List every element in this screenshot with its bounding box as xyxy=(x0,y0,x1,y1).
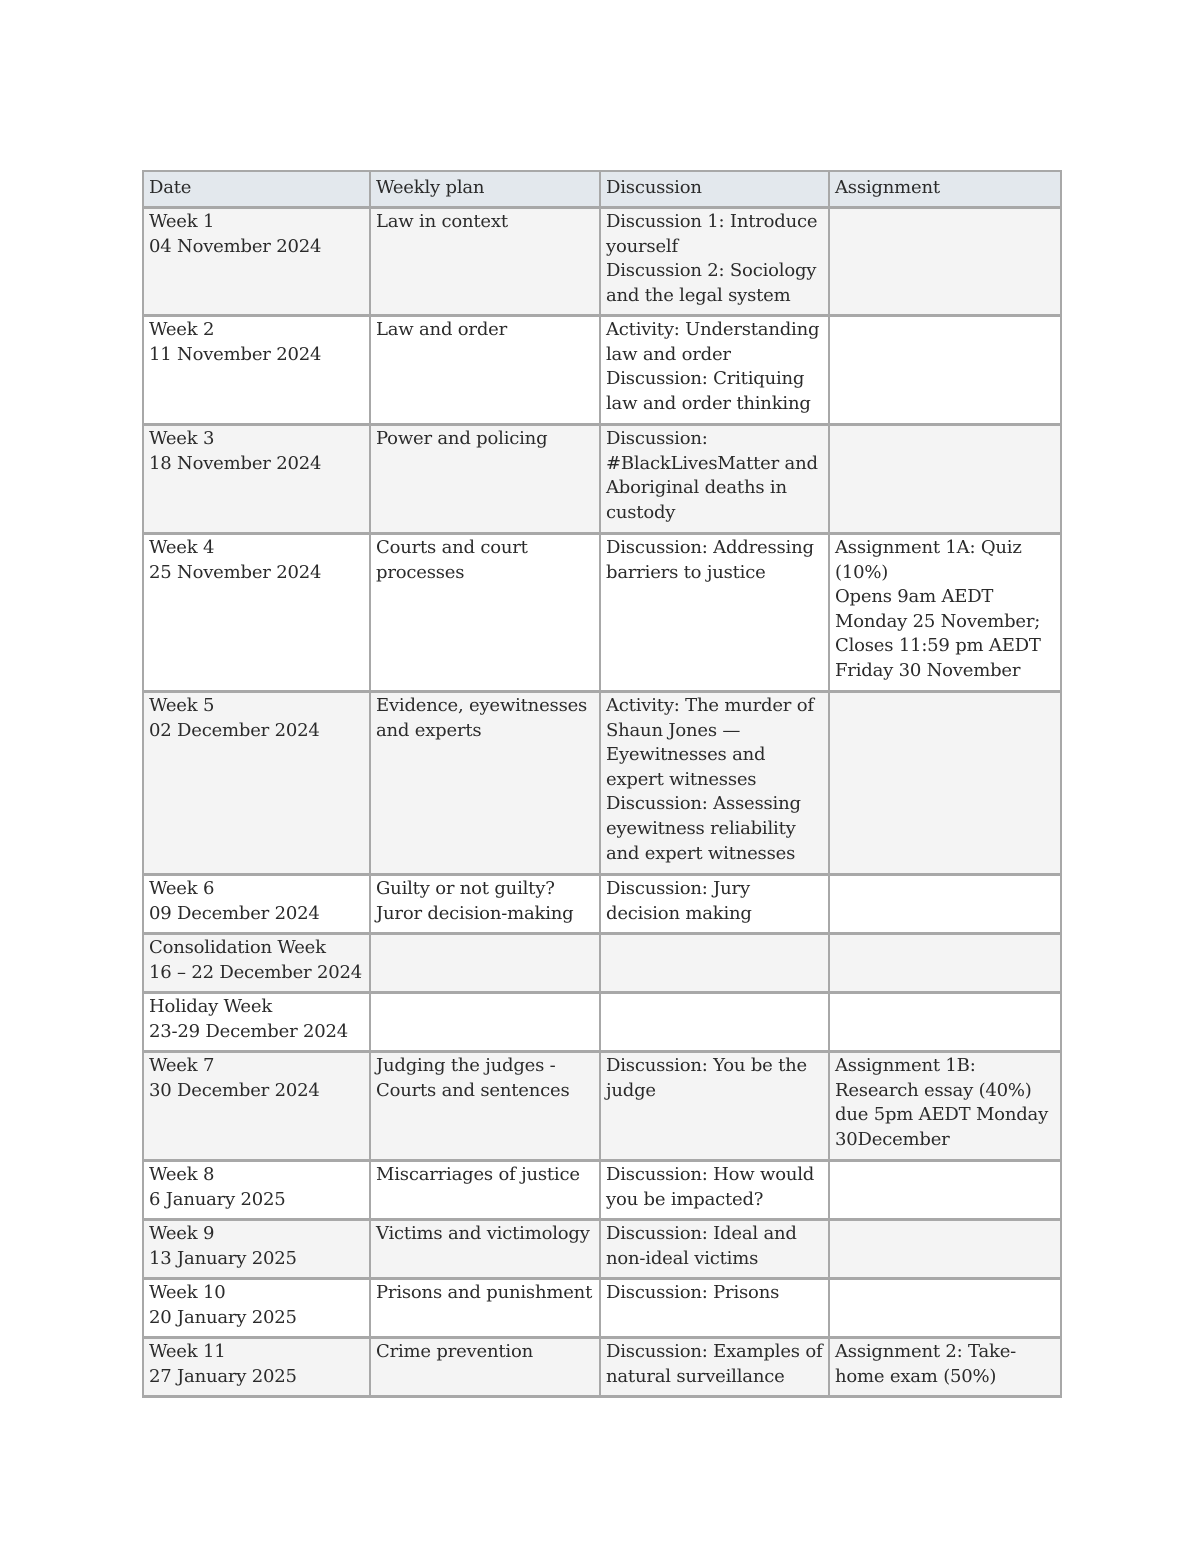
date-cell xyxy=(142,1221,371,1280)
discussion-cell xyxy=(601,1339,830,1398)
discussion-cell xyxy=(601,535,830,693)
date-cell-line: 13 January 2025 xyxy=(149,1247,297,1269)
weekly-plan-cell xyxy=(371,1162,601,1221)
date-cell-line: 11 November 2024 xyxy=(149,343,322,365)
table-row xyxy=(142,1280,1062,1339)
discussion-cell-line: Discussion: Examples of natural surveillance xyxy=(606,1341,823,1387)
discussion-cell xyxy=(601,317,830,426)
table-row xyxy=(142,426,1062,535)
weekly-plan-cell xyxy=(371,876,601,935)
table-row xyxy=(142,1053,1062,1162)
weekly-plan-cell xyxy=(371,1339,601,1398)
header-date: Date xyxy=(142,170,371,209)
date-cell-line: Week 6 xyxy=(149,878,215,899)
date-cell xyxy=(142,876,371,935)
weekly-plan-cell-line: Victims and victimology xyxy=(376,1223,590,1244)
assignment-cell xyxy=(830,1221,1062,1280)
date-cell-line: Week 1 xyxy=(149,211,215,232)
discussion-cell xyxy=(601,426,830,535)
assignment-cell xyxy=(830,935,1062,994)
date-cell xyxy=(142,209,371,317)
table-row xyxy=(142,693,1062,876)
assignment-cell-line: Assignment 1B: Research essay (40%) due 5pm AEDT Monday 30December xyxy=(835,1055,1049,1150)
weekly-plan-cell-line: Judging the judges - Courts and sentences xyxy=(376,1055,570,1101)
table-row xyxy=(142,994,1062,1053)
assignment-cell xyxy=(830,535,1062,693)
table-row xyxy=(142,535,1062,693)
table-row xyxy=(142,209,1062,317)
date-cell-line: 16 – 22 December 2024 xyxy=(149,961,362,983)
assignment-cell xyxy=(830,1162,1062,1221)
table-row xyxy=(142,317,1062,426)
weekly-plan-cell-line: Courts and court processes xyxy=(376,537,528,583)
date-cell-line: Week 8 xyxy=(149,1164,215,1185)
weekly-plan-cell xyxy=(371,693,601,876)
date-cell xyxy=(142,994,371,1053)
assignment-cell-line: Closes 11:59 pm AEDT Friday 30 November xyxy=(835,635,1041,681)
date-cell-line: 02 December 2024 xyxy=(149,719,320,741)
assignment-cell-line: Assignment 1A: Quiz (10%) xyxy=(835,537,1022,583)
discussion-cell-line: Discussion: You be the judge xyxy=(606,1055,807,1101)
assignment-cell-line: Assignment 2: Take-home exam (50%) xyxy=(835,1341,1017,1387)
date-cell-line: Week 3 xyxy=(149,428,215,449)
weekly-plan-cell xyxy=(371,1053,601,1162)
date-cell xyxy=(142,1053,371,1162)
assignment-cell xyxy=(830,693,1062,876)
weekly-plan-cell xyxy=(371,935,601,994)
discussion-cell-line: Activity: Understanding law and order xyxy=(606,319,820,365)
discussion-cell xyxy=(601,1221,830,1280)
date-cell-line: Week 7 xyxy=(149,1055,215,1076)
assignment-cell xyxy=(830,317,1062,426)
discussion-cell xyxy=(601,1280,830,1339)
assignment-cell-line: Opens 9am AEDT Monday 25 November; xyxy=(835,586,1041,632)
date-cell xyxy=(142,1162,371,1221)
header-discussion: Discussion xyxy=(601,170,830,209)
assignment-cell xyxy=(830,1053,1062,1162)
discussion-cell-line: Discussion: Critiquing law and order thinking xyxy=(606,368,811,414)
table-row xyxy=(142,1221,1062,1280)
discussion-cell xyxy=(601,209,830,317)
date-cell-line: Consolidation Week xyxy=(149,937,326,958)
weekly-plan-cell-line: Miscarriages of justice xyxy=(376,1164,580,1185)
assignment-cell xyxy=(830,1339,1062,1398)
date-cell-line: Week 4 xyxy=(149,537,215,558)
schedule-body xyxy=(142,209,1062,1398)
weekly-plan-cell xyxy=(371,1221,601,1280)
discussion-cell-line: Discussion: Addressing barriers to justice xyxy=(606,537,814,583)
weekly-plan-cell xyxy=(371,1280,601,1339)
discussion-cell-line: Discussion: How would you be impacted? xyxy=(606,1164,815,1210)
date-cell xyxy=(142,535,371,693)
weekly-plan-cell xyxy=(371,317,601,426)
assignment-cell xyxy=(830,1280,1062,1339)
weekly-plan-cell xyxy=(371,209,601,317)
schedule-table xyxy=(142,170,1062,1398)
date-cell xyxy=(142,693,371,876)
date-cell-line: 27 January 2025 xyxy=(149,1365,297,1387)
assignment-cell xyxy=(830,876,1062,935)
weekly-plan-cell xyxy=(371,535,601,693)
discussion-cell-line: Discussion: Jury decision making xyxy=(606,878,752,924)
date-cell-line: 04 November 2024 xyxy=(149,235,322,257)
weekly-plan-cell-line: Guilty or not guilty? xyxy=(376,878,555,899)
discussion-cell xyxy=(601,1162,830,1221)
date-cell-line: Week 2 xyxy=(149,319,215,340)
discussion-cell xyxy=(601,876,830,935)
discussion-cell xyxy=(601,994,830,1053)
discussion-cell-line: Discussion 1: Introduce yourself xyxy=(606,211,818,257)
discussion-cell xyxy=(601,935,830,994)
discussion-cell-line: Discussion: Ideal and non-ideal victims xyxy=(606,1223,797,1269)
date-cell-line: 09 December 2024 xyxy=(149,902,320,924)
discussion-cell xyxy=(601,1053,830,1162)
weekly-plan-cell-line: Evidence, eyewitnesses and experts xyxy=(376,695,588,741)
table-row xyxy=(142,1162,1062,1221)
weekly-plan-cell-line: Juror decision-making xyxy=(376,902,574,924)
weekly-plan-cell-line: Law in context xyxy=(376,211,508,232)
header-row xyxy=(142,170,1062,209)
weekly-plan-cell-line: Prisons and punishment xyxy=(376,1282,593,1303)
date-cell-line: Week 10 xyxy=(149,1282,226,1303)
discussion-cell-line: Discussion: Prisons xyxy=(606,1282,780,1303)
date-cell-line: 30 December 2024 xyxy=(149,1079,320,1101)
table-row xyxy=(142,876,1062,935)
header-assignment: Assignment xyxy=(830,170,1062,209)
date-cell-line: 18 November 2024 xyxy=(149,452,322,474)
discussion-cell xyxy=(601,693,830,876)
discussion-cell-line: Discussion: #BlackLivesMatter and Aboriginal deaths in custody xyxy=(606,428,818,523)
date-cell xyxy=(142,426,371,535)
table-row xyxy=(142,935,1062,994)
table-row xyxy=(142,1339,1062,1398)
date-cell-line: 6 January 2025 xyxy=(149,1188,286,1210)
date-cell xyxy=(142,1280,371,1339)
assignment-cell xyxy=(830,994,1062,1053)
discussion-cell-line: Discussion: Assessing eyewitness reliability and expert witnesses xyxy=(606,793,801,864)
weekly-plan-cell xyxy=(371,426,601,535)
date-cell-line: Week 5 xyxy=(149,695,215,716)
date-cell-line: Week 9 xyxy=(149,1223,215,1244)
date-cell-line: 25 November 2024 xyxy=(149,561,322,583)
date-cell xyxy=(142,317,371,426)
date-cell-line: 23-29 December 2024 xyxy=(149,1020,349,1042)
header-weekly-plan: Weekly plan xyxy=(371,170,601,209)
assignment-cell xyxy=(830,209,1062,317)
date-cell-line: Week 11 xyxy=(149,1341,226,1362)
date-cell-line: Holiday Week xyxy=(149,996,273,1017)
discussion-cell-line: Activity: The murder of Shaun Jones — Eyewitnesses and expert witnesses xyxy=(606,695,814,790)
weekly-plan-cell-line: Crime prevention xyxy=(376,1341,533,1362)
date-cell xyxy=(142,1339,371,1398)
weekly-plan-cell-line: Law and order xyxy=(376,319,508,340)
date-cell xyxy=(142,935,371,994)
date-cell-line: 20 January 2025 xyxy=(149,1306,297,1328)
weekly-plan-cell-line: Power and policing xyxy=(376,428,548,449)
weekly-plan-cell xyxy=(371,994,601,1053)
assignment-cell xyxy=(830,426,1062,535)
discussion-cell-line: Discussion 2: Sociology and the legal system xyxy=(606,260,817,306)
